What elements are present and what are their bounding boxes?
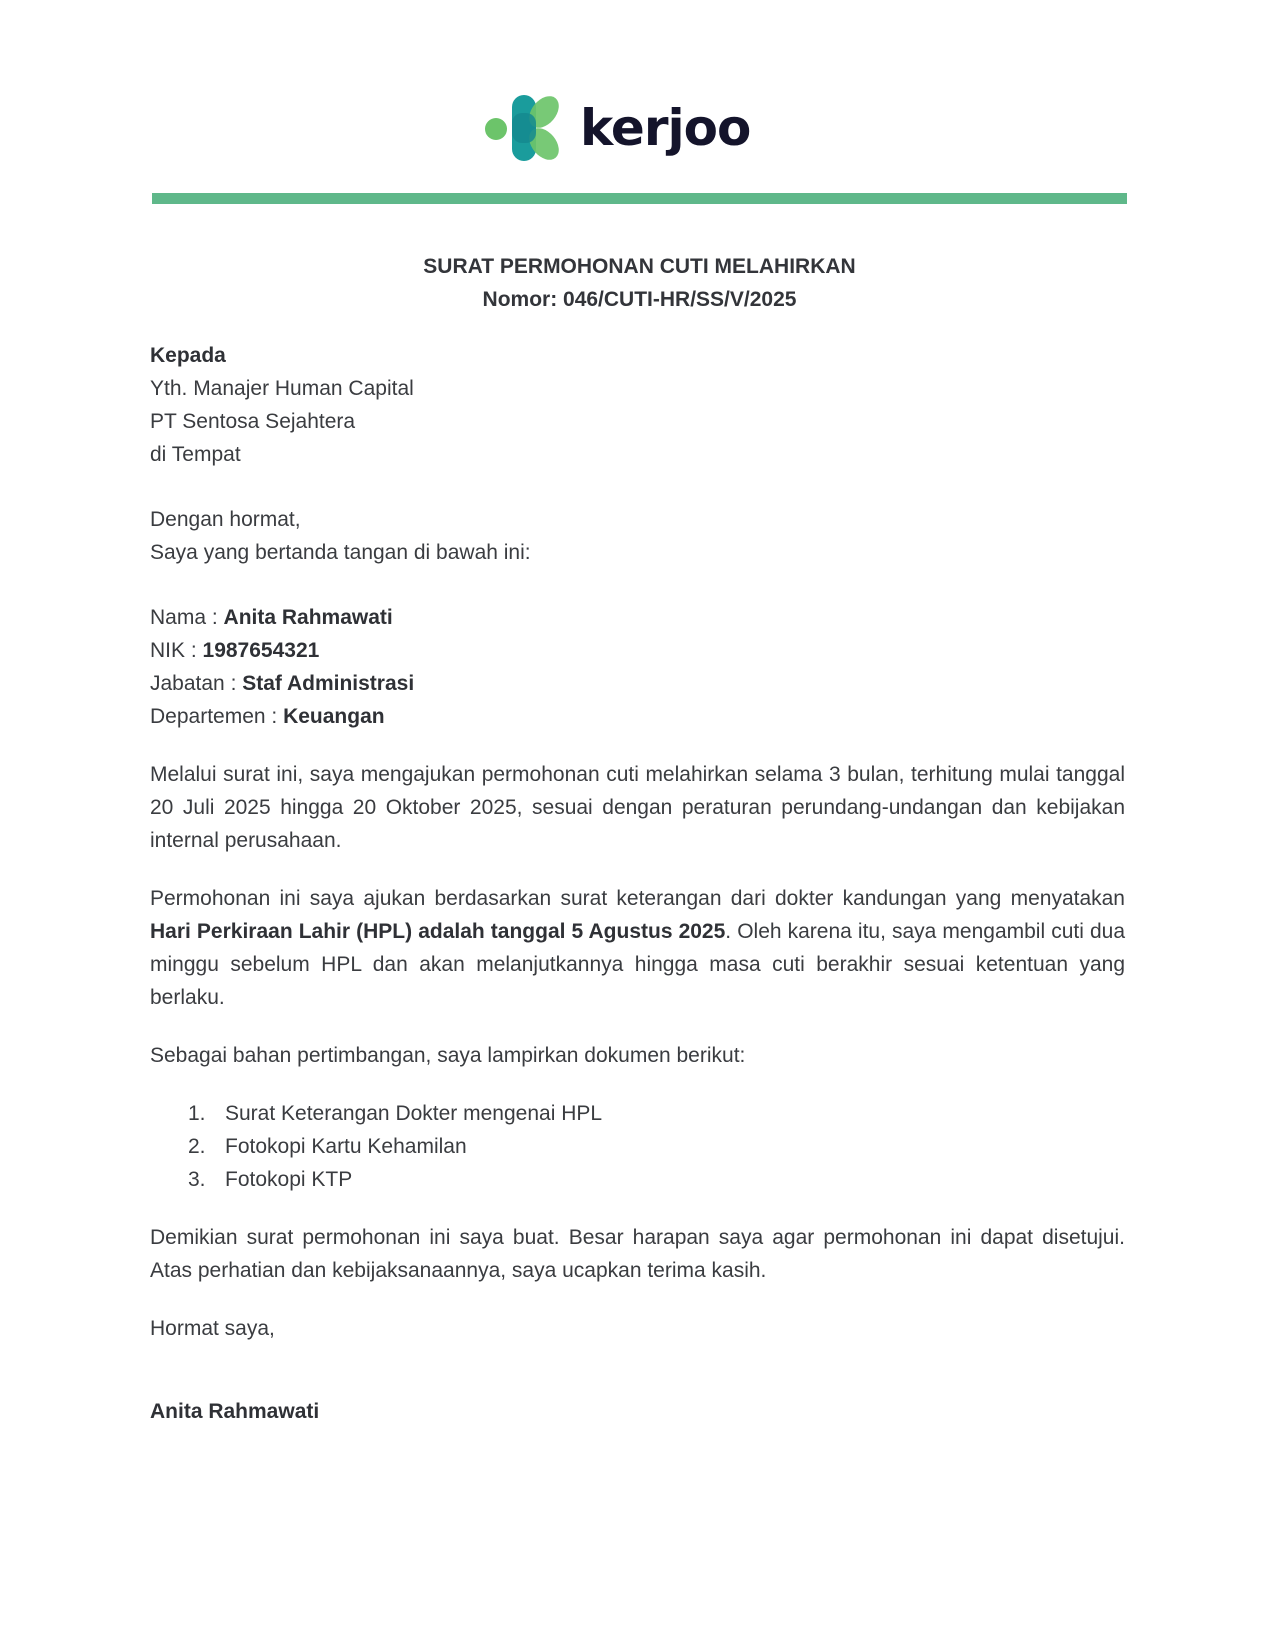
attachment-number: 1. — [188, 1102, 206, 1125]
body-paragraph-2-end: . Oleh karena itu, saya mengambil cuti dua minggu sebelum HPL dan akan melanjutkannya hingga masa cuti berakhir sesuai ketentuan yang berlaku. — [150, 920, 1125, 1009]
body-paragraph-2-start: Permohonan ini saya ajukan berdasarkan surat keterangan dari dokter kandungan yang menyatakan — [150, 887, 1125, 910]
body-paragraph-3: Sebagai bahan pertimbangan, saya lampirkan dokumen berikut: — [150, 1044, 746, 1067]
attachment-item — [150, 1097, 1125, 1130]
recipient-line-2: PT Sentosa Sejahtera — [150, 410, 356, 433]
letter-title-block — [152, 250, 1127, 316]
kerjoo-logo — [484, 88, 750, 168]
employee-name-row — [150, 601, 1125, 634]
employee-department-label: Departemen : — [150, 705, 284, 728]
employee-department-row — [150, 700, 1125, 733]
recipient-line-1: Yth. Manajer Human Capital — [150, 377, 414, 400]
employee-position-row — [150, 667, 1125, 700]
employee-nik-label: NIK : — [150, 639, 203, 662]
employee-position: Staf Administrasi — [242, 672, 415, 695]
attachment-text: Fotokopi Kartu Kehamilan — [225, 1135, 467, 1158]
employee-nik: 1987654321 — [202, 639, 320, 662]
body-paragraph-2 — [150, 882, 1125, 1014]
body-paragraph-4: Demikian surat permohonan ini saya buat. Besar harapan saya agar permohonan ini dapat disetujui. Atas perhatian dan kebijaksanaannya, saya ucapkan terima kasih. — [150, 1226, 1125, 1282]
letter-number: Nomor: 046/CUTI-HR/SS/V/2025 — [482, 288, 797, 311]
attachment-item — [150, 1163, 1125, 1196]
attachment-text: Fotokopi KTP — [225, 1168, 353, 1191]
employee-department: Keuangan — [283, 705, 385, 728]
hpl-statement: Hari Perkiraan Lahir (HPL) adalah tanggal 5 Agustus 2025 — [150, 920, 726, 943]
kerjoo-logo-mark-icon — [484, 93, 568, 163]
employee-name: Anita Rahmawati — [223, 606, 393, 629]
intro-line: Saya yang bertanda tangan di bawah ini: — [150, 541, 531, 564]
kerjoo-wordmark: kerjoo — [580, 99, 751, 157]
employee-nik-row — [150, 634, 1125, 667]
recipient-label: Kepada — [150, 344, 226, 367]
body-paragraph-1: Melalui surat ini, saya mengajukan permohonan cuti melahirkan selama 3 bulan, terhitung mulai tanggal 20 Juli 2025 hingga 20 Oktober 2025, sesuai dengan peraturan perundang-undangan dan kebijakan internal perusahaan. — [150, 763, 1125, 852]
attachment-item — [150, 1130, 1125, 1163]
recipient-line-3: di Tempat — [150, 443, 241, 466]
attachment-list — [150, 1097, 1125, 1196]
signer-name: Anita Rahmawati — [150, 1400, 320, 1423]
attachment-text: Surat Keterangan Dokter mengenai HPL — [225, 1102, 603, 1125]
attachment-number: 3. — [188, 1168, 206, 1191]
greeting: Dengan hormat, — [150, 508, 301, 531]
closing-regards: Hormat saya, — [150, 1317, 275, 1340]
attachment-number: 2. — [188, 1135, 206, 1158]
employee-position-label: Jabatan : — [150, 672, 243, 695]
letter-heading: SURAT PERMOHONAN CUTI MELAHIRKAN — [423, 255, 856, 278]
employee-name-label: Nama : — [150, 606, 224, 629]
header-divider — [152, 193, 1127, 204]
letter-content — [150, 339, 1125, 1345]
